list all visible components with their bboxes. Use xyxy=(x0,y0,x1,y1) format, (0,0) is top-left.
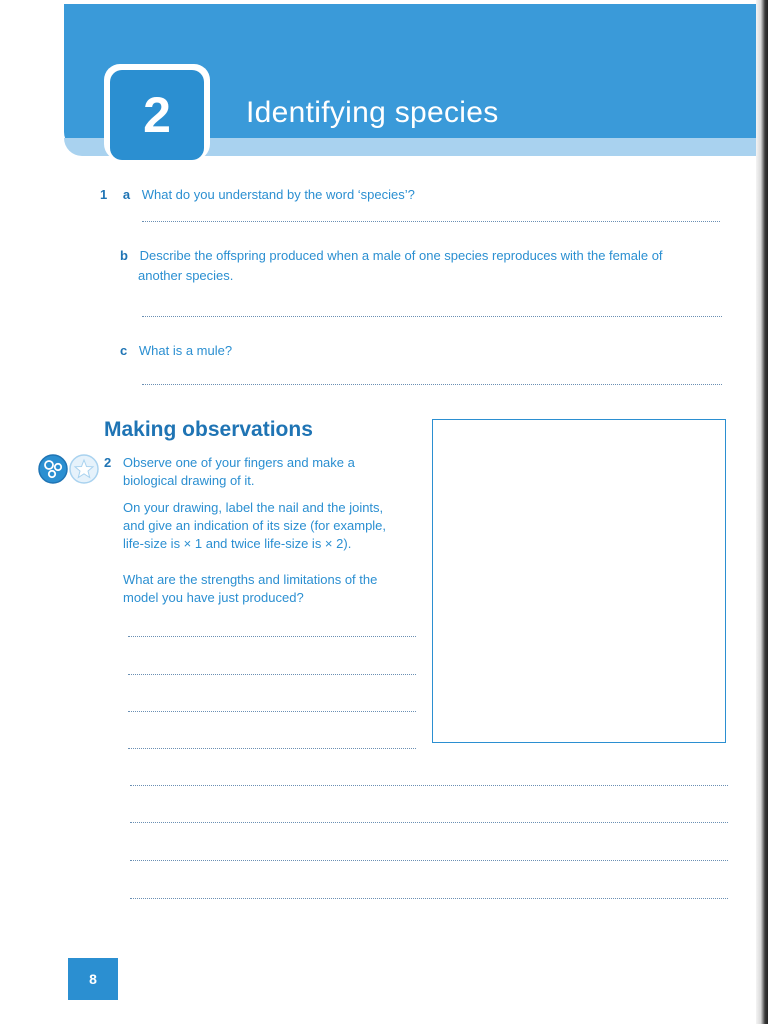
question-1-number: 1 xyxy=(100,187,108,202)
answer-line-2-4[interactable] xyxy=(128,748,416,749)
question-1a xyxy=(100,185,415,205)
question-2 xyxy=(104,453,355,473)
question-2-line2: biological drawing of it. xyxy=(123,473,255,488)
question-1a-text: What do you understand by the word ‘species’? xyxy=(141,187,415,202)
strengths-question-line1: What are the strengths and limitations of the xyxy=(123,572,378,587)
page-number: 8 xyxy=(68,958,118,1000)
answer-line-2-6[interactable] xyxy=(130,822,728,823)
answer-line-2-7[interactable] xyxy=(130,860,728,861)
question-1b-text-line2: another species. xyxy=(138,268,234,283)
chapter-number: 2 xyxy=(110,70,204,160)
question-1c-letter: c xyxy=(120,343,128,358)
question-1c-text: What is a mule? xyxy=(138,343,233,358)
question-1b-text-line1: Describe the offspring produced when a male of one species reproduces with the female of xyxy=(139,248,663,263)
drawing-box[interactable] xyxy=(432,419,726,743)
question-1a-letter: a xyxy=(122,187,131,202)
scan-page-edge xyxy=(756,0,768,1024)
process-badge-icon xyxy=(39,455,67,483)
question-1b xyxy=(120,246,663,266)
answer-line-2-1[interactable] xyxy=(128,636,416,637)
answer-line-2-3[interactable] xyxy=(128,711,416,712)
question-2-line1: Observe one of your fingers and make a xyxy=(122,455,355,470)
chapter-title: Identifying species xyxy=(246,96,499,129)
strengths-question-line2: model you have just produced? xyxy=(123,590,304,605)
skill-badge-icons xyxy=(37,453,101,485)
answer-line-2-5[interactable] xyxy=(130,785,728,786)
answer-line-2-8[interactable] xyxy=(130,898,728,899)
instruction-line1: On your drawing, label the nail and the joints, xyxy=(123,500,384,515)
instruction-line3: life-size is × 1 and twice life-size is × 2). xyxy=(123,536,352,551)
question-1b-letter: b xyxy=(120,248,128,263)
answer-line-1c[interactable] xyxy=(142,384,722,385)
answer-line-2-2[interactable] xyxy=(128,674,416,675)
answer-line-1a[interactable] xyxy=(142,221,720,222)
instruction-line2: and give an indication of its size (for example, xyxy=(123,518,387,533)
skill-icons xyxy=(37,453,101,490)
answer-line-1b[interactable] xyxy=(142,316,722,317)
section-heading: Making observations xyxy=(104,418,313,441)
question-2-number: 2 xyxy=(104,455,112,470)
question-1c xyxy=(120,341,232,361)
